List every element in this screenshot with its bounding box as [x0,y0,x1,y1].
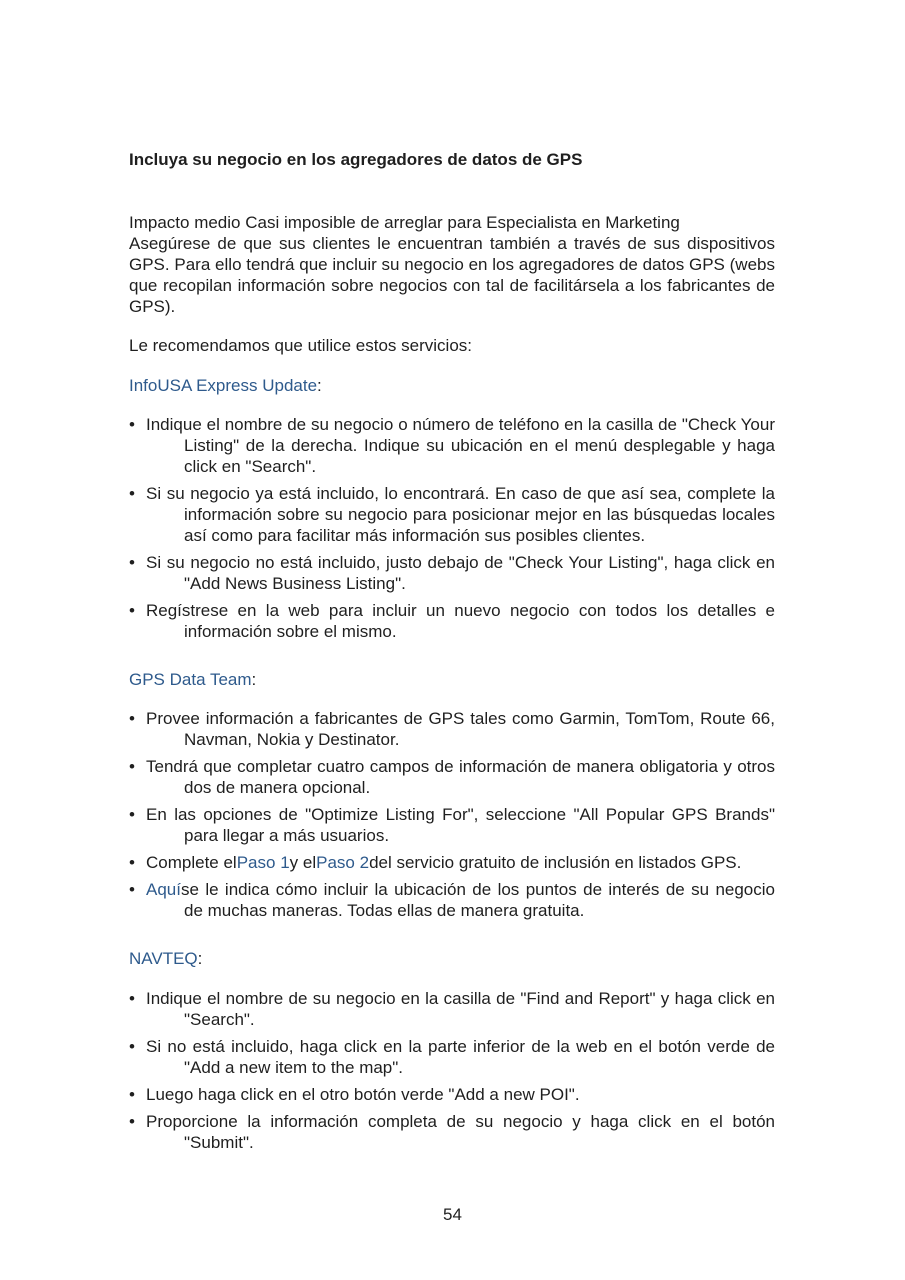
intro-block [129,212,775,317]
gps-data-team-bullet-list [129,708,775,921]
bullet-icon: • [129,880,135,899]
list-item: • Proporcione la información completa de su negocio y haga click en el botón "Submit". [129,1112,775,1152]
list-item: • Si su negocio ya está incluido, lo encontrará. En caso de que así sea, complete la información sobre su negocio para posicionar mejor en las búsquedas locales así como para facilitar más información sus posibles clientes. [129,484,775,545]
section-infousa [129,375,775,396]
intro-paragraph: Asegúrese de que sus clientes le encuentran también a través de sus dispositivos GPS. Para ello tendrá que incluir su negocio en los agregadores de datos GPS (webs que recopilan información sobre negocios con tal de facilitársela a los fabricantes de GPS). [129,234,775,316]
list-item: • Luego haga click en el otro botón verde "Add a new POI". [129,1085,580,1104]
bullet-icon: • [129,805,135,824]
section-navteq [129,948,775,969]
infousa-list-block [129,414,775,648]
infousa-link[interactable]: InfoUSA Express Update [129,376,318,395]
bullet-icon: • [129,853,135,872]
list-item: • Indique el nombre de su negocio o número de teléfono en la casilla de "Check Your Listing" de la derecha. Indique su ubicación en el menú desplegable y haga click en "Search". [129,415,775,476]
list-item: • Aquíse le indica cómo incluir la ubicación de los puntos de interés de su negocio de muchas maneras. Todas ellas de manera gratuita. [129,880,775,920]
page-title: Incluya su negocio en los agregadores de datos de GPS [129,150,583,169]
bullet-icon: • [129,415,135,434]
list-item: • Si no está incluido, haga click en la parte inferior de la web en el botón verde de "Add a new item to the map". [129,1037,775,1077]
navteq-list-block [129,988,775,1159]
section-heading-infousa [129,375,775,396]
bullet-icon: • [129,757,135,776]
list-item: • Indique el nombre de su negocio en la casilla de "Find and Report" y haga click en "Search". [129,989,775,1029]
bullet-icon: • [129,709,135,728]
list-item: • En las opciones de "Optimize Listing For", seleccione "All Popular GPS Brands" para llegar a más usuarios. [129,805,775,845]
section-gps-data-team [129,669,775,690]
bullet-icon: • [129,553,135,572]
paso-1-link[interactable]: Paso 1 [236,853,290,872]
heading-colon: : [197,949,203,968]
list-item: • Provee información a fabricantes de GPS tales como Garmin, TomTom, Route 66, Navman, Nokia y Destinator. [129,709,775,749]
navteq-link[interactable]: NAVTEQ [129,949,198,968]
bullet-icon: • [129,601,135,620]
section-heading-gps-data-team [129,669,775,690]
bullet-icon: • [129,1085,135,1104]
gps-data-team-list-block [129,708,775,927]
recommend-paragraph: Le recomendamos que utilice estos servicios: [129,336,472,355]
page-number: 54 [443,1205,462,1224]
bullet-icon: • [129,1112,135,1131]
aqui-link[interactable]: Aquí [146,880,181,899]
heading-colon: : [317,376,322,395]
navteq-bullet-list [129,988,775,1153]
infousa-bullet-list [129,414,775,642]
list-item: • Regístrese en la web para incluir un nuevo negocio con todos los detalles e información sobre el mismo. [129,601,775,641]
bullet-icon: • [129,1037,135,1056]
paso-2-link[interactable]: Paso 2 [316,853,370,872]
list-item: • Tendrá que completar cuatro campos de información de manera obligatoria y otros dos de manera opcional. [129,757,775,797]
bullet-icon: • [129,989,135,1008]
intro-impact-line: Impacto medio Casi imposible de arreglar para Especialista en Marketing [129,213,680,232]
bullet-icon: • [129,484,135,503]
heading-colon: : [251,670,257,689]
list-item: • Complete elPaso 1y elPaso 2del servicio gratuito de inclusión en listados GPS. [129,853,742,872]
gps-data-team-link[interactable]: GPS Data Team [129,670,252,689]
section-heading-navteq [129,948,775,969]
list-item: • Si su negocio no está incluido, justo debajo de "Check Your Listing", haga click en "Add News Business Listing". [129,553,775,593]
